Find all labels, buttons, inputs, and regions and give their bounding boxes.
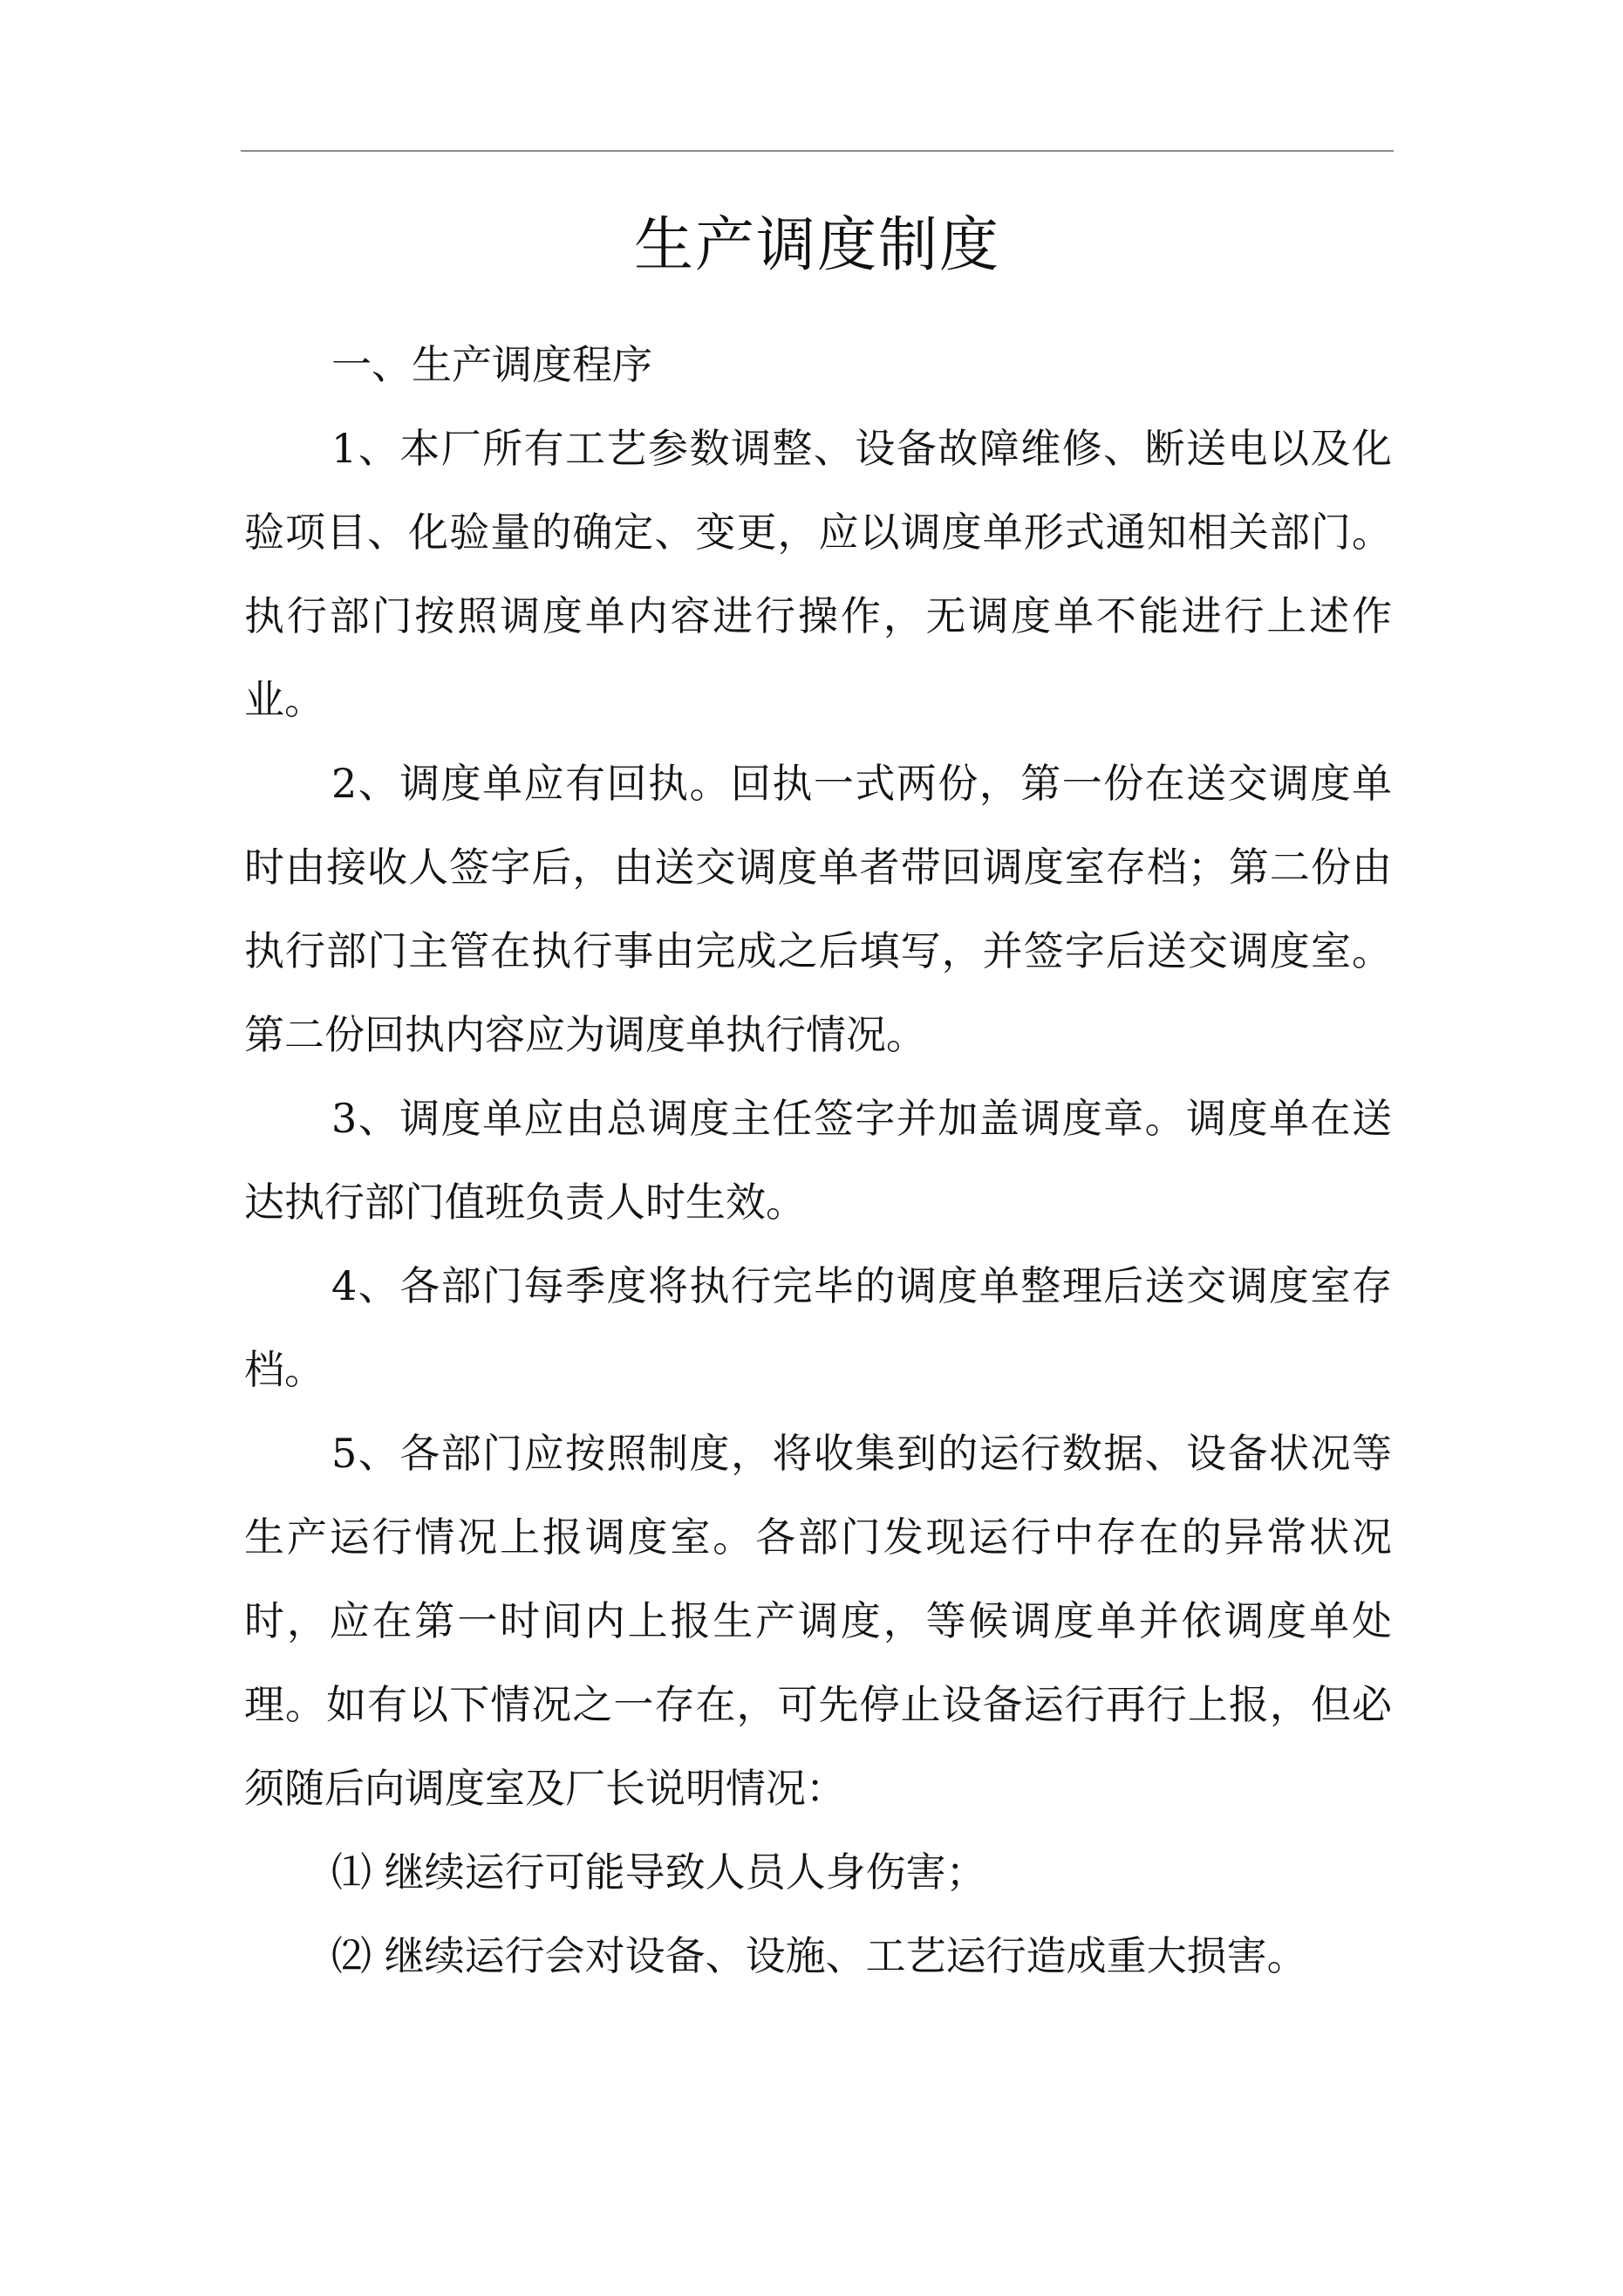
- paragraph-4: 4、各部门每季度将执行完毕的调度单整理后送交调度室存档。: [244, 1262, 1392, 1393]
- list-item-1: ⑴ 继续运行可能导致人员人身伤害；: [331, 1848, 986, 1896]
- paragraph-3: 3、调度单应由总调度主任签字并加盖调度章。调度单在送达执行部门值班负责人时生效。: [244, 1095, 1392, 1226]
- header-rule: [241, 150, 1394, 152]
- paragraph-5: 5、各部门应按照制度，将收集到的运行数据、设备状况等生产运行情况上报调度室。各部门发现运行中存在的异常状况时，应在第一时间内上报生产调度，等候调度单并依调度单处理。如有以下情况之一存在，可先停止设备运行再行上报，但必须随后向调度室及厂长说明情况：: [244, 1430, 1392, 1812]
- document-body: [244, 323, 1392, 1998]
- paragraph-2: 2、调度单应有回执。回执一式两份，第一份在送交调度单时由接收人签字后，由送交调度单者带回调度室存档；第二份由执行部门主管在执行事由完成之后填写，并签字后送交调度室。第二份回执内容应为调度单执行情况。: [244, 760, 1392, 1058]
- document-title: 生产调度制度: [633, 211, 1000, 280]
- list-item-2: ⑵ 继续运行会对设备、设施、工艺运行造成重大损害。: [331, 1932, 1307, 1979]
- paragraph-1: 1、本厂所有工艺参数调整、设备故障维修、断送电以及化验项目、化验量的确定、变更，应以调度单形式通知相关部门。执行部门按照调度单内容进行操作，无调度单不能进行上述作业。: [244, 425, 1392, 723]
- section-heading: 一、生产调度程序: [331, 341, 652, 388]
